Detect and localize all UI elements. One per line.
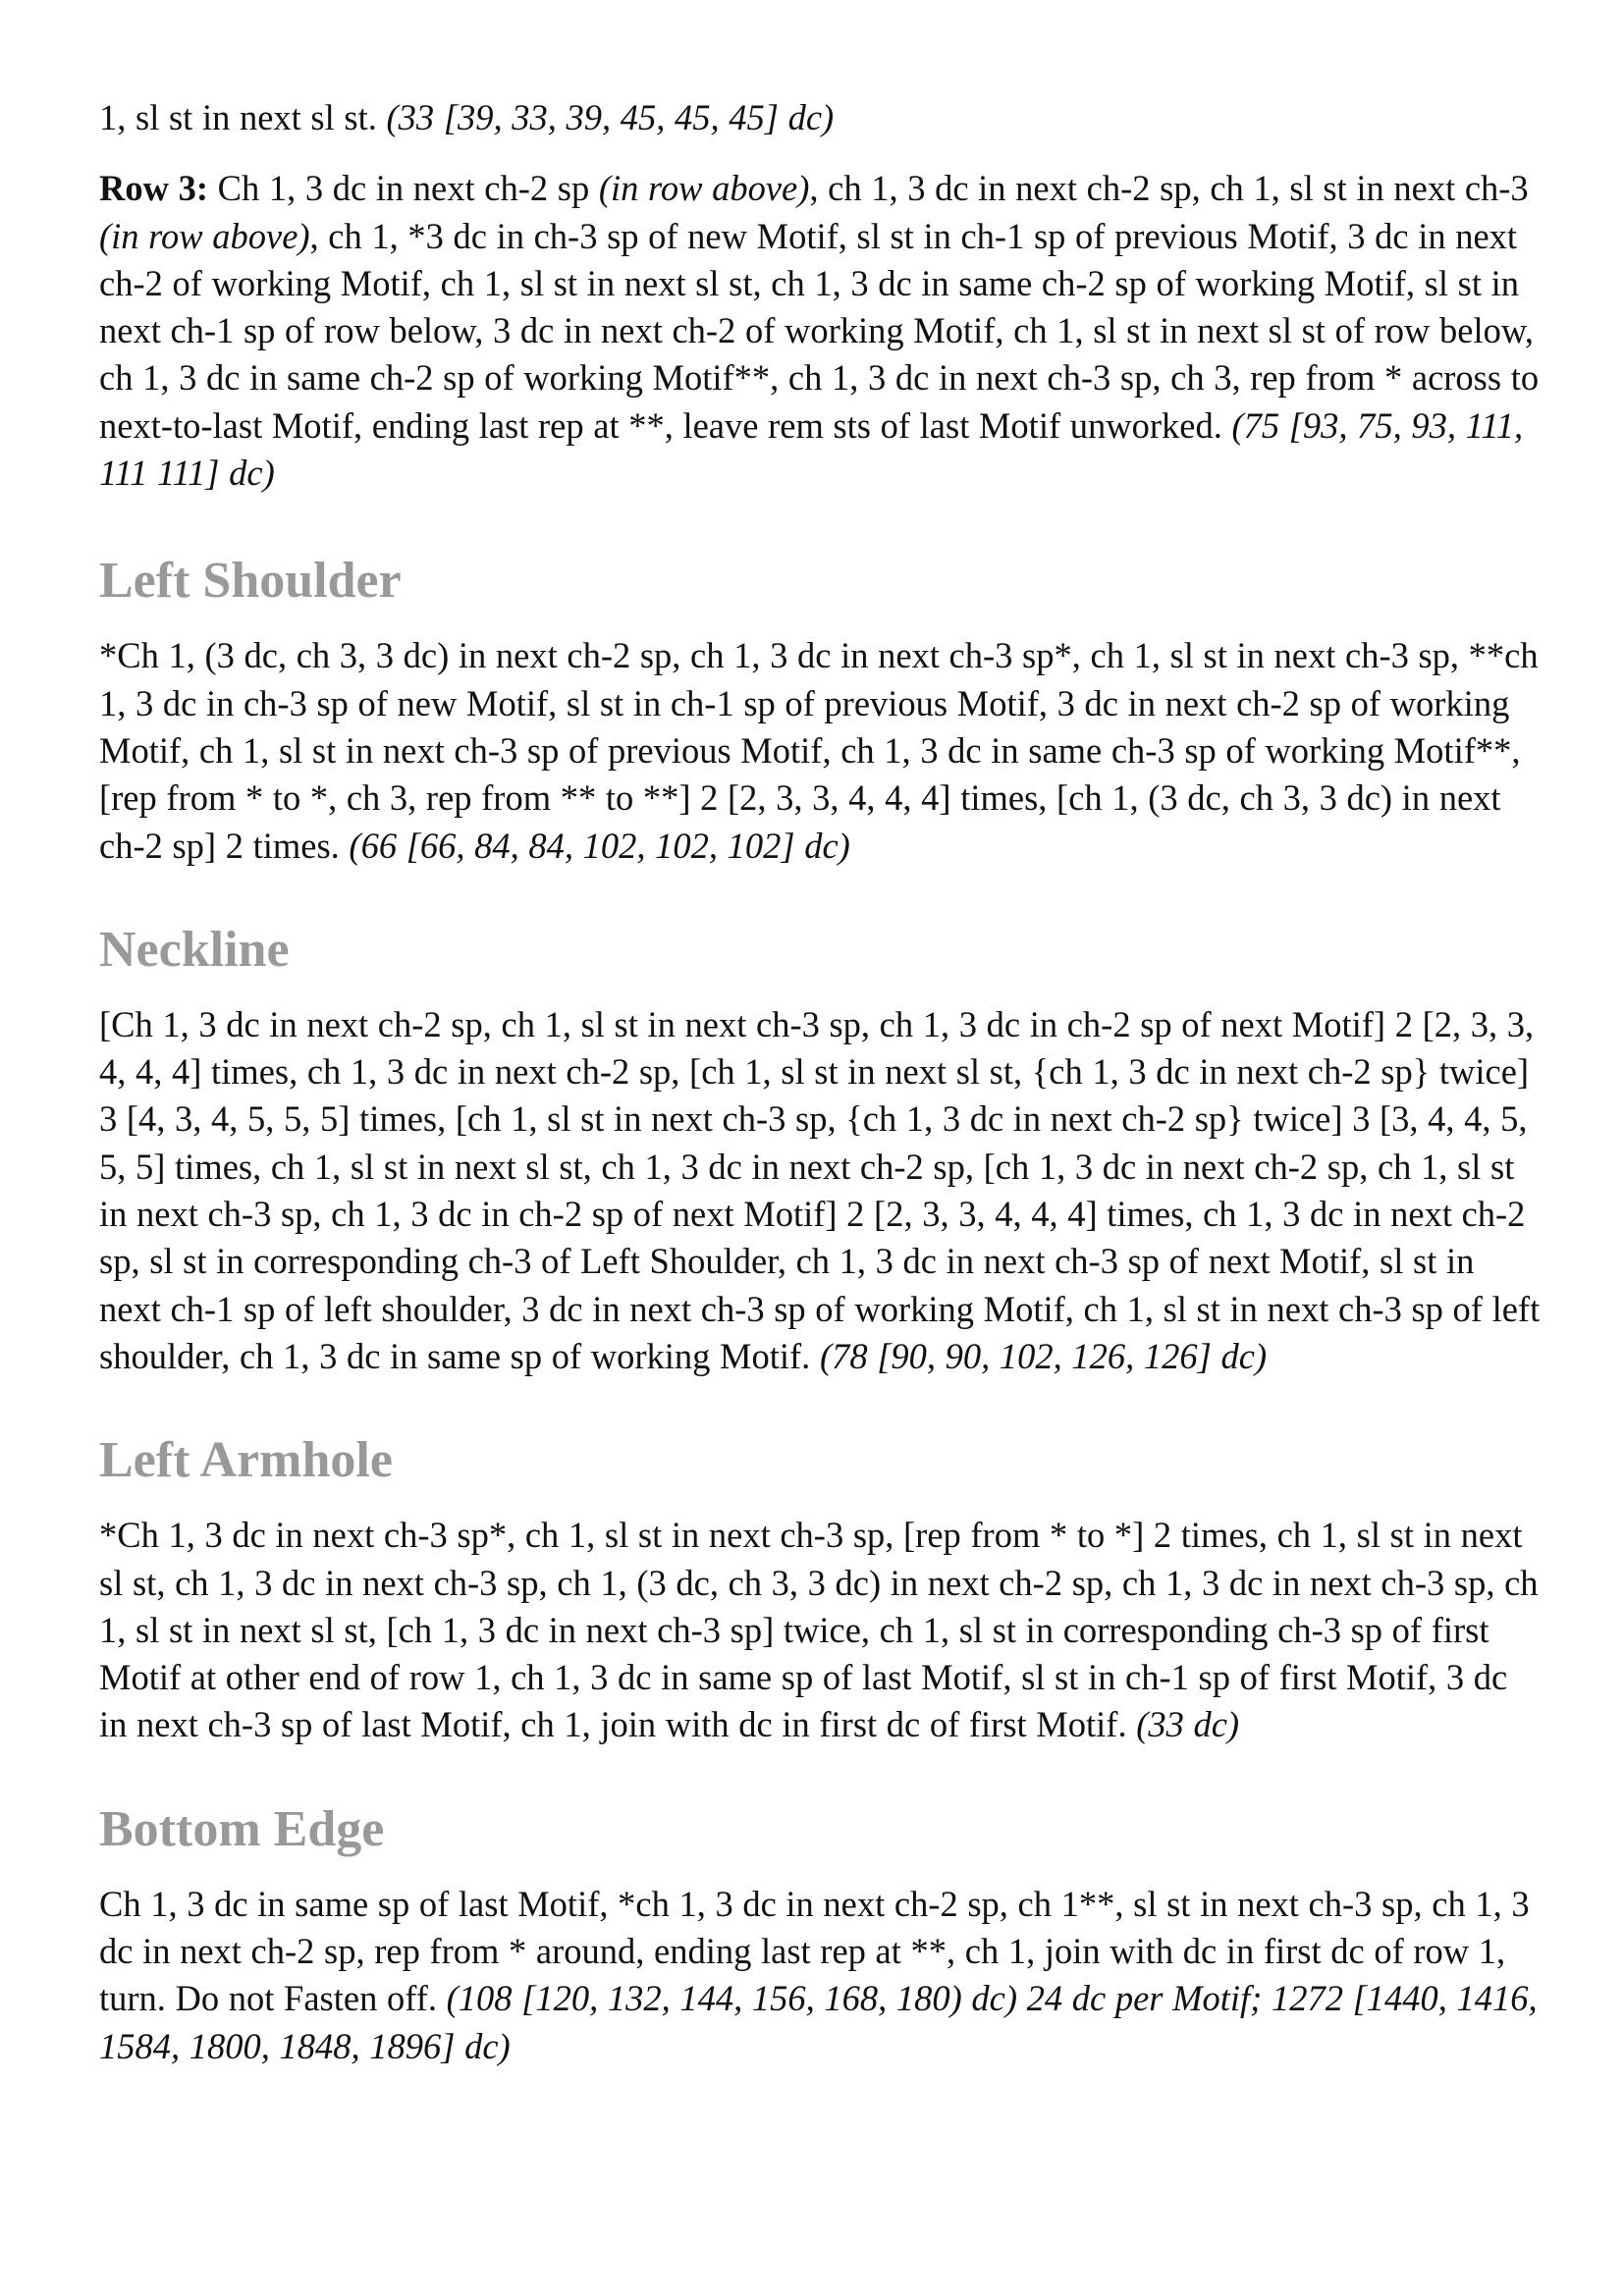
neckline-heading: Neckline [99, 921, 290, 978]
neckline-instructions [99, 1001, 1543, 1380]
row-3-label: Row 3: [99, 168, 208, 209]
left-armhole-instructions [99, 1512, 1543, 1748]
left-shoulder-text: *Ch 1, (3 dc, ch 3, 3 dc) in next ch-2 sp, ch 1, 3 dc in next ch-3 sp*, ch 1, sl st in next ch-3 sp, **ch 1, 3 dc in ch-3 sp of new Motif, sl st in ch-1 sp of previous Motif, 3 dc in next ch-2 sp of working Motif, ch 1, sl st in next ch-3 sp of previous Motif, ch 1, 3 dc in same ch-3 sp of working Motif**, [rep from * to *, ch 3, rep from ** to **] 2 [2, 3, 3, 4, 4, 4] times, [ch 1, (3 dc, ch 3, 3 dc) in next ch-2 sp] 2 times. [99, 635, 1539, 866]
row-3-instructions [99, 165, 1543, 497]
neckline-stitch-count: (78 [90, 90, 102, 126, 126] dc) [819, 1335, 1268, 1376]
row-3-note-2: (in row above) [99, 215, 310, 256]
row-2-ending-text: 1, sl st in next sl st. [99, 97, 387, 137]
row-3-text-2: , ch 1, 3 dc in next ch-2 sp, ch 1, sl st in next ch-3 [809, 168, 1529, 209]
bottom-edge-heading: Bottom Edge [99, 1800, 385, 1857]
left-shoulder-instructions [99, 632, 1543, 869]
bottom-edge-stitch-count: (108 [120, 132, 144, 156, 168, 180) dc) 24 dc per Motif; 1272 [1440, 1416, 1584, 1800, 1848, 1896] dc) [99, 1978, 1538, 2066]
row-2-ending [99, 94, 1543, 141]
left-armhole-stitch-count: (33 dc) [1136, 1704, 1240, 1745]
row-3-note-1: (in row above) [598, 168, 810, 209]
bottom-edge-text: Ch 1, 3 dc in same sp of last Motif, *ch 1, 3 dc in next ch-2 sp, ch 1**, sl st in next ch-3 sp, ch 1, 3 dc in next ch-2 sp, rep from * around, ending last rep at **, ch 1, join with dc in first dc of row 1, turn. Do not Fasten off. [99, 1883, 1530, 2019]
left-armhole-heading: Left Armhole [99, 1432, 393, 1489]
left-shoulder-stitch-count: (66 [66, 84, 84, 102, 102, 102] dc) [349, 825, 850, 866]
row-3-text-3: , ch 1, *3 dc in ch-3 sp of new Motif, sl st in ch-1 sp of previous Motif, 3 dc in next ch-2 of working Motif, ch 1, sl st in next sl st, ch 1, 3 dc in same ch-2 sp of working Motif, sl st in next ch-1 sp of row below, 3 dc in next ch-2 of working Motif, ch 1, sl st in next sl st of row below, ch 1, 3 dc in same ch-2 sp of working Motif**, ch 1, 3 dc in next ch-3 sp, ch 3, rep from * across to next-to-last Motif, ending last rep at **, leave rem sts of last Motif unworked. [99, 215, 1540, 446]
row-3-text-1: Ch 1, 3 dc in next ch-2 sp [208, 168, 599, 209]
row-2-stitch-count: (33 [39, 33, 39, 45, 45, 45] dc) [386, 97, 835, 137]
left-shoulder-heading: Left Shoulder [99, 553, 402, 610]
neckline-text: [Ch 1, 3 dc in next ch-2 sp, ch 1, sl st in next ch-3 sp, ch 1, 3 dc in ch-2 sp of next Motif] 2 [2, 3, 3, 4, 4, 4] times, ch 1, 3 dc in next ch-2 sp, [ch 1, sl st in next sl st, {ch 1, 3 dc in next ch-2 sp} twice] 3 [4, 3, 4, 5, 5, 5] times, [ch 1, sl st in next ch-3 sp, {ch 1, 3 dc in next ch-2 sp} twice] 3 [3, 4, 4, 5, 5, 5] times, ch 1, sl st in next sl st, ch 1, 3 dc in next ch-2 sp, [ch 1, 3 dc in next ch-2 sp, ch 1, sl st in next ch-3 sp, ch 1, 3 dc in ch-2 sp of next Motif] 2 [2, 3, 3, 4, 4, 4] times, ch 1, 3 dc in next ch-2 sp, sl st in corresponding ch-3 of Left Shoulder, ch 1, 3 dc in next ch-3 sp of next Motif, sl st in next ch-1 sp of left shoulder, 3 dc in next ch-3 sp of working Motif, ch 1, sl st in next ch-3 sp of left shoulder, ch 1, 3 dc in same sp of working Motif. [99, 1003, 1541, 1376]
bottom-edge-instructions [99, 1881, 1543, 2070]
left-armhole-text: *Ch 1, 3 dc in next ch-3 sp*, ch 1, sl st in next ch-3 sp, [rep from * to *] 2 times, ch 1, sl st in next sl st, ch 1, 3 dc in next ch-3 sp, ch 1, (3 dc, ch 3, 3 dc) in next ch-2 sp, ch 1, 3 dc in next ch-3 sp, ch 1, sl st in next sl st, [ch 1, 3 dc in next ch-3 sp] twice, ch 1, sl st in corresponding ch-3 sp of first Motif at other end of row 1, ch 1, 3 dc in same sp of last Motif, sl st in ch-1 sp of first Motif, 3 dc in next ch-3 sp of last Motif, ch 1, join with dc in first dc of first Motif. [99, 1515, 1539, 1745]
row-3-stitch-count: (75 [93, 75, 93, 111, 111 111] dc) [99, 404, 1524, 494]
pattern-page [99, 94, 1543, 2070]
